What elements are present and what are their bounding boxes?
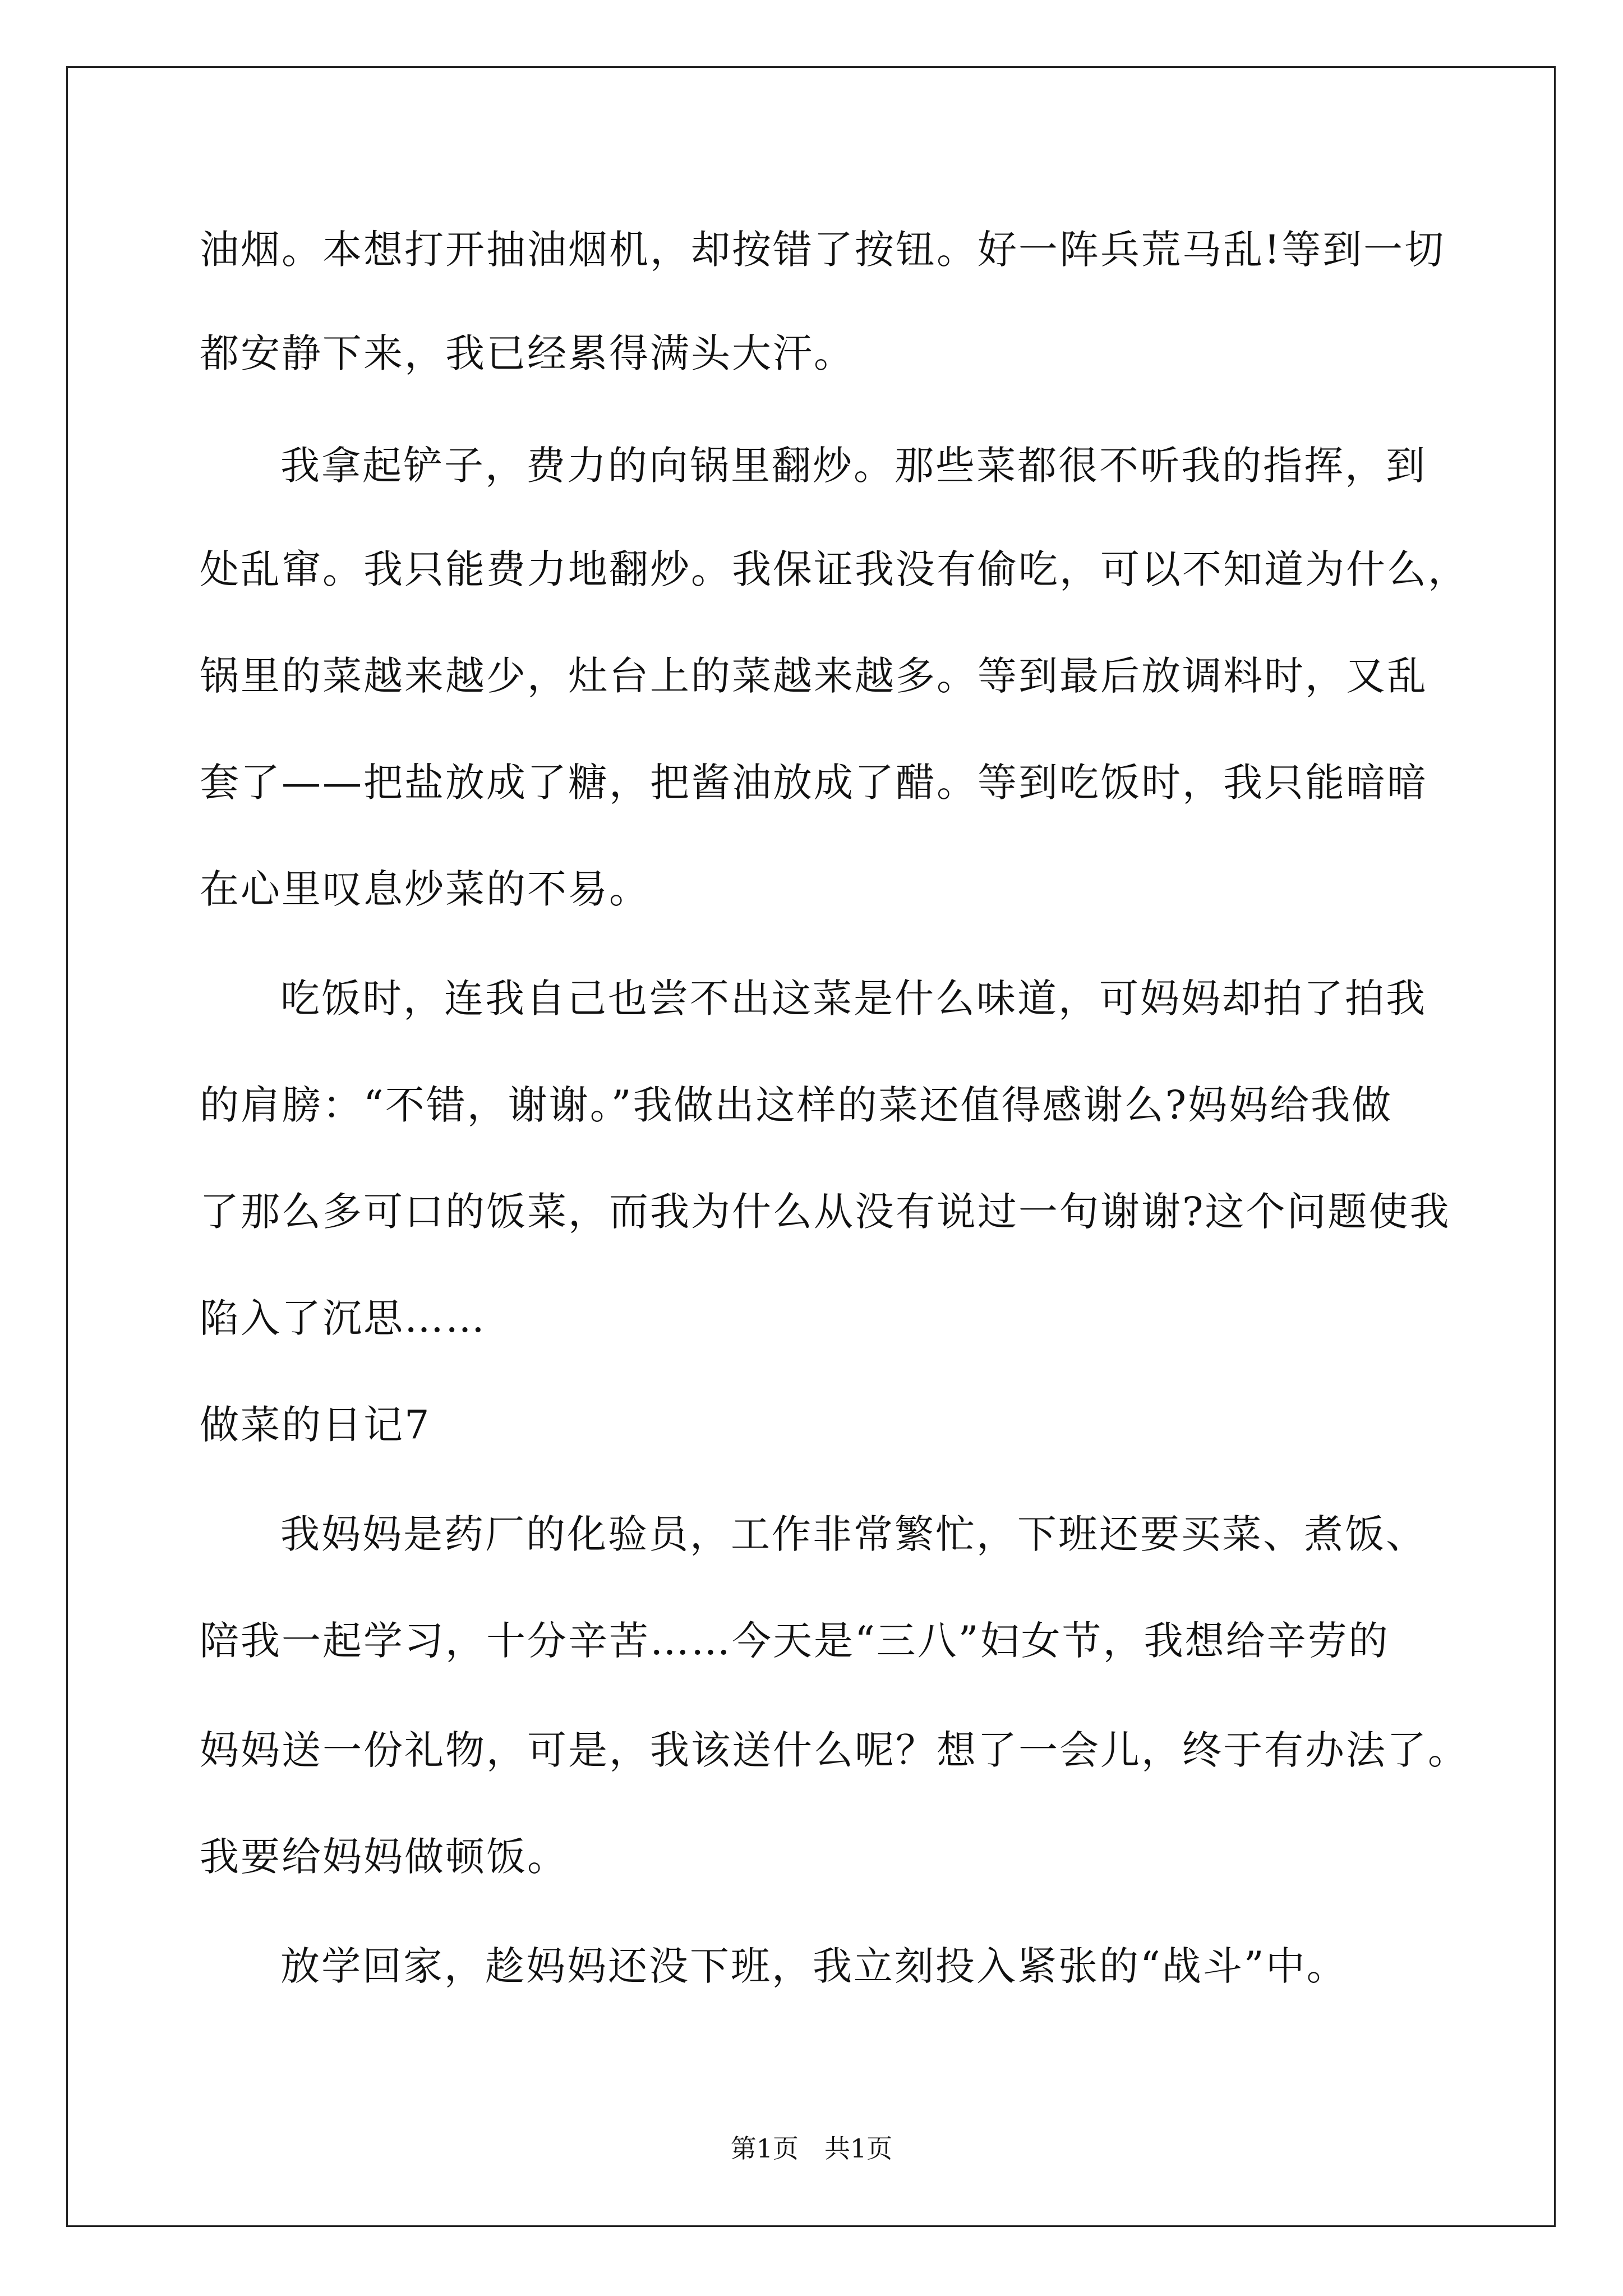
text-line: 在心里叹息炒菜的不易。 [200,866,650,912]
text-line: 妈妈送一份礼物，可是，我该送什么呢？想了一会儿，终于有办法了。 [200,1727,1469,1773]
text-line: 陷入了沉思…… [200,1295,486,1341]
text-line: 锅里的菜越来越少，灶台上的菜越来越多。等到最后放调料时，又乱 [200,653,1428,699]
paragraph-start-line: 吃饭时，连我自己也尝不出这菜是什么味道，可妈妈却拍了拍我 [280,976,1427,1022]
text-line: 我要给妈妈做顿饭。 [200,1834,568,1880]
section-heading: 做菜的日记7 [200,1402,431,1448]
text-line: 处乱窜。我只能费力地翻炒。我保证我没有偷吃，可以不知道为什么， [200,546,1469,592]
paragraph-start-line: 我拿起铲子，费力的向锅里翻炒。那些菜都很不听我的指挥，到 [280,443,1427,489]
paragraph-start-line: 放学回家，趁妈妈还没下班，我立刻投入紧张的“战斗”中。 [280,1943,1348,1989]
text-line: 都安静下来，我已经累得满头大汗。 [200,330,855,376]
text-line: 油烟。本想打开抽油烟机，却按错了按钮。好一阵兵荒马乱!等到一切 [200,227,1446,273]
text-line: 陪我一起学习，十分辛苦……今天是“三八”妇女节，我想给辛劳的 [200,1618,1390,1664]
page-border [66,66,1556,2227]
text-line: 了那么多可口的饭菜，而我为什么从没有说过一句谢谢?这个问题使我 [200,1189,1451,1235]
text-line: 的肩膀：“不错，谢谢。”我做出这样的菜还值得感谢么?妈妈给我做 [200,1082,1393,1128]
page-footer: 第1页 共1页 [730,2133,893,2164]
paragraph-start-line: 我妈妈是药厂的化验员，工作非常繁忙，下班还要买菜、煮饭、 [280,1511,1427,1557]
text-line: 套了——把盐放成了糖，把酱油放成了醋。等到吃饭时，我只能暗暗 [200,760,1428,806]
